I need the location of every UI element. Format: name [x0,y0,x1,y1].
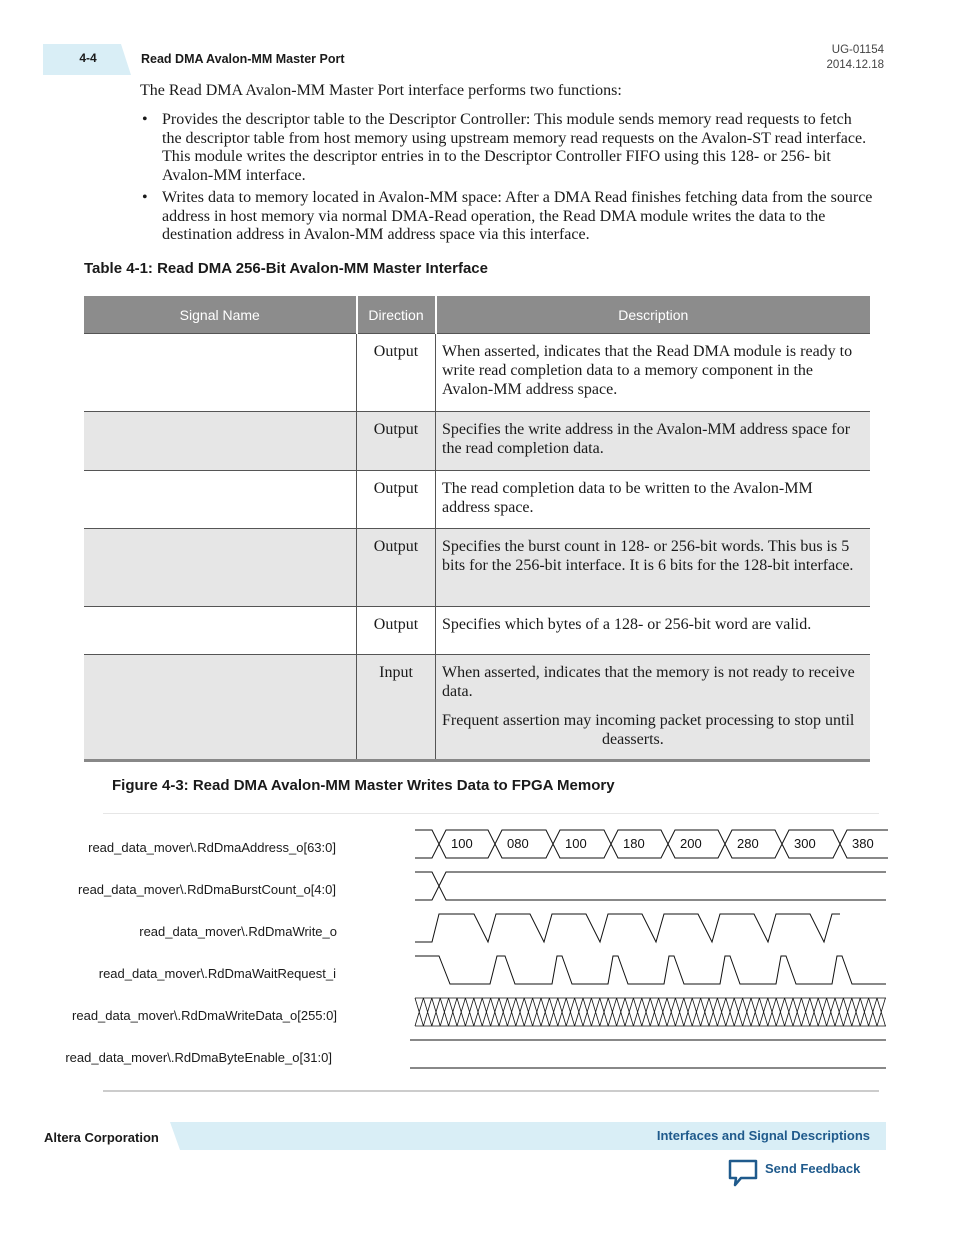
write-data-trace [415,998,886,1026]
signal-label-address: read_data_mover\.RdDmaAddress_o[63:0] [88,840,336,855]
col-signal-name: Signal Name [84,296,357,334]
waveform-address [415,830,888,858]
figure-caption: Figure 4-3: Read DMA Avalon-MM Master Writes Data to FPGA Memory [112,777,615,794]
address-value: 180 [623,836,645,851]
send-feedback-link[interactable]: Send Feedback [765,1161,861,1176]
direction-cell: Input [357,655,436,761]
description-cell: The read completion data to be written to the Avalon-MM address space. [436,471,871,529]
description-note: Frequent assertion may incoming packet processing to stop untildeasserts. [442,712,855,748]
footer-section-title: Interfaces and Signal Descriptions [656,1128,870,1143]
direction-cell: Output [357,529,436,607]
description-text: When asserted, indicates that the memory is not ready to receive data. [442,664,855,700]
description-cell: When asserted, indicates that the Read DMA module is ready to write read completion data to a memory component in the Avalon-MM address space. [436,334,871,412]
col-direction: Direction [357,296,436,334]
address-value: 380 [852,836,874,851]
list-item: • Writes data to memory located in Avalon-MM space: After a DMA Read finishes fetching data from the source address in host memory via normal DMA-Read operation, the Read DMA module writes the data to the destination address in Avalon-MM address space via this interface. [140,189,875,245]
col-description: Description [436,296,871,334]
feedback-icon[interactable] [727,1158,759,1188]
page-number: 4-4 [79,51,97,65]
waveform-waitrequest [415,956,886,984]
direction-cell: Output [357,334,436,412]
address-value: 100 [565,836,587,851]
waveform-write [415,914,840,942]
footer-company: Altera Corporation [44,1130,159,1145]
description-cell: Specifies the burst count in 128- or 256-bit words. This bus is 5 bits for the 256-bit interface. It is 6 bits for the 128-bit interface. [436,529,871,607]
signal-label-writedata: read_data_mover\.RdDmaWriteData_o[255:0] [72,1008,337,1023]
waveform-burstcount [415,872,886,900]
table-caption: Table 4-1: Read DMA 256-Bit Avalon-MM Master Interface [84,260,488,277]
figure-bottom-rule [103,1090,879,1092]
section-title: Read DMA Avalon-MM Master Port [141,52,345,66]
list-item: • Provides the descriptor table to the Descriptor Controller: This module sends memory read requests to fetch the descriptor table from host memory using upstream memory read requests on the Avalon-ST read interface. This module writes the descriptor entries in to the Descriptor Controller FIFO using this 128- or 256- bit Avalon-MM interface. [140,111,875,185]
waveform-address-values [451,836,874,851]
address-value: 300 [794,836,816,851]
address-value: 080 [507,836,529,851]
intro-paragraph: The Read DMA Avalon-MM Master Port interface performs two functions: [140,82,622,99]
address-bus-trace [415,830,888,858]
signal-label-byteenable: read_data_mover\.RdDmaByteEnable_o[31:0] [65,1050,332,1065]
address-value: 280 [737,836,759,851]
description-cell: Specifies which bytes of a 128- or 256-bit word are valid. [436,607,871,655]
direction-cell: Output [357,607,436,655]
waveform-writedata [415,998,886,1026]
signal-label-burstcount: read_data_mover\.RdDmaBurstCount_o[4:0] [78,882,336,897]
doc-id: UG-01154 [831,44,884,56]
direction-cell: Output [357,412,436,471]
address-value: 100 [451,836,473,851]
signal-label-write: read_data_mover\.RdDmaWrite_o [139,924,337,939]
waveform-byteenable [410,1040,886,1068]
description-cell: Specifies the write address in the Avalon-MM address space for the read completion data. [436,412,871,471]
address-value: 200 [680,836,702,851]
direction-cell: Output [357,471,436,529]
signal-label-waitrequest: read_data_mover\.RdDmaWaitRequest_i [98,966,336,981]
doc-date: 2014.12.18 [826,59,884,71]
